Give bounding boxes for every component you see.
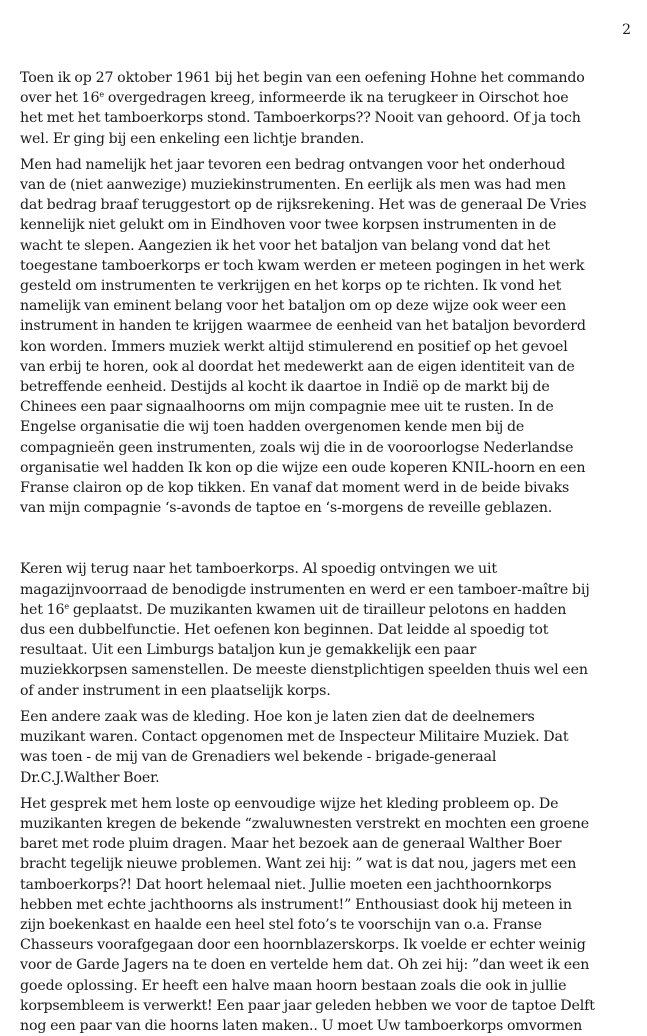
text-line: zijn boekenkast en haalde een heel stel foto’s te voorschijn van o.a. Franse bbox=[20, 916, 542, 933]
text-line: toegestane tamboerkorps er toch kwam werden er meteen pogingen in het werk bbox=[20, 257, 585, 274]
text-line: van mijn compagnie ‘s-avonds de taptoe en ‘s-morgens de reveille geblazen. bbox=[20, 500, 553, 517]
text-line: tamboerkorps?! Dat hoort helemaal niet. Jullie moeten een jachthoornkorps bbox=[20, 876, 552, 893]
paragraph bbox=[20, 794, 632, 1036]
text-line: muzikant waren. Contact opgenomen met de Inspecteur Militaire Muziek. Dat bbox=[20, 729, 569, 746]
text-line: Franse clairon op de kop tikken. En vanaf dat moment werd in de beide bivaks bbox=[20, 480, 570, 497]
text-line: het 16e geplaatst. De muzikanten kwamen uit de tirailleur pelotons en hadden bbox=[20, 601, 567, 618]
text-line: baret met rode pluim dragen. Maar het bezoek aan de generaal Walther Boer bbox=[20, 836, 562, 853]
text-line: muzikanten kregen de bekende “zwaluwnesten verstrekt en mochten een groene bbox=[20, 815, 589, 832]
text-line: Engelse organisatie die wij toen hadden overgenomen kende men bij de bbox=[20, 419, 525, 436]
text-line: wel. Er ging bij een enkeling een lichtje branden. bbox=[20, 130, 365, 147]
text-line: Chasseurs voorafgegaan door een hoornblazerskorps. Ik voelde er echter weinig bbox=[20, 937, 586, 954]
text-line: goede oplossing. Er heeft een halve maan hoorn bestaan zoals die ook in jullie bbox=[20, 977, 567, 994]
text-line: Chinees een paar signaalhoorns om mijn compagnie mee uit te rusten. In de bbox=[20, 399, 554, 416]
text-line: instrument in handen te krijgen waarmee de eenheid van het bataljon bevorderd bbox=[20, 318, 586, 335]
text-line: of ander instrument in een plaatselijk korps. bbox=[20, 682, 331, 699]
text-line: gesteld om instrumenten te verkrijgen en het korps op te richten. Ik vond het bbox=[20, 278, 562, 295]
text-line: muziekkorpsen samenstellen. De meeste dienstplichtigen speelden thuis wel een bbox=[20, 662, 588, 679]
paragraph bbox=[20, 559, 632, 700]
text-line: Toen ik op 27 oktober 1961 bij het begin van een oefening Hohne het commando bbox=[20, 70, 585, 86]
text-line: kon worden. Immers muziek werkt altijd stimulerend en positief op het gevoel bbox=[20, 338, 568, 355]
text-line: resultaat. Uit een Limburgs bataljon kun je gemakkelijk een paar bbox=[20, 642, 477, 659]
text-line: van erbij te horen, ook al doordat het medewerkt aan de eigen identiteit van de bbox=[20, 358, 575, 375]
superscript: e bbox=[99, 90, 104, 100]
text-line: nog een paar van die hoorns laten maken.. U moet Uw tamboerkorps omvormen bbox=[20, 1017, 583, 1034]
text-line: Men had namelijk het jaar tevoren een bedrag ontvangen voor het onderhoud bbox=[20, 156, 566, 173]
text-line: voor de Garde Jagers na te doen en vertelde hem dat. Oh zei hij: ”dan weet ik een bbox=[20, 957, 590, 974]
text-line: Keren wij terug naar het tamboerkorps. Al spoedig ontvingen we uit bbox=[20, 561, 497, 578]
text-line: dat bedrag braaf teruggestort op de rijksrekening. Het was de generaal De Vries bbox=[20, 197, 587, 214]
text-line: het met het tamboerkorps stond. Tamboerkorps?? Nooit van gehoord. Of ja toch bbox=[20, 110, 581, 127]
paragraph bbox=[20, 155, 632, 519]
superscript: e bbox=[64, 601, 69, 611]
text-line: van de (niet aanwezige) muziekinstrumenten. En eerlijk als men was had men bbox=[20, 177, 566, 194]
text-line: organisatie wel hadden Ik kon op die wijze een oude koperen KNIL-hoorn en een bbox=[20, 459, 586, 476]
text-line: over het 16e overgedragen kreeg, informeerde ik na terugkeer in Oirschot hoe bbox=[20, 90, 569, 107]
text-line: Een andere zaak was de kleding. Hoe kon je laten zien dat de deelnemers bbox=[20, 708, 535, 725]
text-line: korpsembleem is verwerkt! Een paar jaar geleden hebben we voor de taptoe Delft bbox=[20, 997, 595, 1014]
text-line: wacht te slepen. Aangezien ik het voor het bataljon van belang vond dat het bbox=[20, 237, 550, 254]
document-body bbox=[20, 68, 632, 1036]
text-line: bracht tegelijk nieuwe problemen. Want zei hij: ” wat is dat nou, jagers met een bbox=[20, 856, 577, 873]
paragraph bbox=[20, 68, 632, 149]
text-line: kennelijk niet gelukt om in Eindhoven voor twee korpsen instrumenten in de bbox=[20, 217, 557, 234]
paragraph bbox=[20, 707, 632, 788]
text-line: hebben met echte jachthoorns als instrument!” Enthousiast dook hij meteen in bbox=[20, 896, 572, 913]
page-number: 2 bbox=[622, 22, 631, 38]
text-line: was toen - de mij van de Grenadiers wel bekende - brigade-generaal bbox=[20, 749, 497, 766]
text-line: Het gesprek met hem loste op eenvoudige wijze het kleding probleem op. De bbox=[20, 795, 559, 812]
text-line: namelijk van eminent belang voor het bataljon om op deze wijze ook weer een bbox=[20, 298, 567, 315]
text-line: Dr.C.J.Walther Boer. bbox=[20, 769, 160, 786]
text-line: dus een dubbelfunctie. Het oefenen kon beginnen. Dat leidde al spoedig tot bbox=[20, 622, 549, 639]
text-line: betreffende eenheid. Destijds al kocht ik daartoe in Indië op de markt bij de bbox=[20, 379, 550, 396]
text-line: compagnieën geen instrumenten, zoals wij die in de vooroorlogse Nederlandse bbox=[20, 439, 574, 456]
text-line: magazijnvoorraad de benodigde instrumenten en werd er een tamboer-maître bij bbox=[20, 581, 590, 598]
